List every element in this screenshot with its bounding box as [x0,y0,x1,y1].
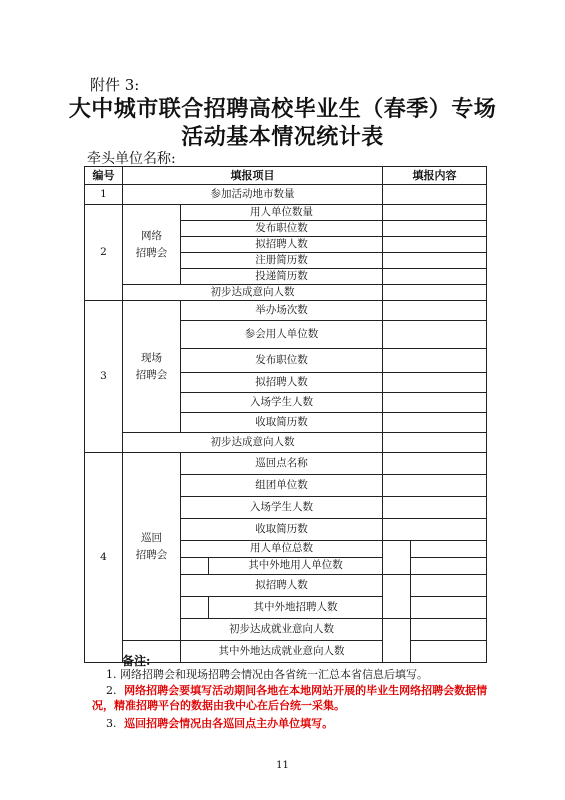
input-cell [411,641,487,663]
input-cell [383,321,487,349]
row-label: 发布职位数 [181,221,383,237]
row-label: 初步达成就业意向人数 [181,619,383,641]
note-3-number: 3. [106,717,117,730]
table-row [85,453,487,475]
statistics-table [84,166,487,663]
note-3-text: 巡回招聘会情况由各巡回点主办单位填写。 [124,717,334,730]
page-subtitle: 活动基本情况统计表 [181,124,384,150]
input-cell [411,575,487,597]
table-row [85,301,487,321]
row-label: 注册简历数 [181,253,383,269]
row-label: 入场学生人数 [181,393,383,413]
input-cell [383,253,487,269]
spacer-cell [181,597,209,619]
note-2 [92,683,502,713]
row-label: 组团单位数 [181,475,383,497]
input-cell [383,185,487,205]
row-label: 参加活动地市数量 [123,185,383,205]
row-label: 巡回点名称 [181,453,383,475]
row-label: 用人单位数量 [181,205,383,221]
group-name: 网络 招聘会 [123,205,181,285]
input-cell [383,301,487,321]
row-label: 其中外地招聘人数 [209,597,383,619]
row-label: 收取简历数 [181,519,383,541]
input-cell [383,541,411,575]
note-3 [106,716,506,731]
input-cell [411,619,487,641]
table-row [85,205,487,221]
row-label: 收取简历数 [181,413,383,433]
attachment-label: 附件 3: [90,76,140,94]
table-header-row [85,167,487,185]
input-cell [383,453,487,475]
input-cell [383,237,487,253]
row-label: 初步达成意向人数 [123,433,383,453]
lead-unit-label: 牵头单位名称: [87,151,176,167]
page-title: 大中城市联合招聘高校毕业生（春季）专场 [68,96,497,122]
row-label: 举办场次数 [181,301,383,321]
note-2-text: 网络招聘会要填写活动期间各地在本地网站开展的毕业生网络招聘会数据情况，精准招聘平台的数据由我中心在后台统一采集。 [92,684,488,712]
input-cell [383,519,487,541]
input-cell [383,285,487,301]
input-cell [383,205,487,221]
input-cell [383,497,487,519]
input-cell [383,373,487,393]
group-name: 现场 招聘会 [123,301,181,433]
input-cell [383,393,487,413]
table-row [85,185,487,205]
header-item: 填报项目 [123,167,383,185]
spacer-cell [181,558,209,575]
page-number: 11 [276,760,289,771]
input-cell [383,413,487,433]
row-label: 参会用人单位数 [181,321,383,349]
notes-title: 备注: [122,654,151,668]
input-cell [383,475,487,497]
table-row [85,285,487,301]
input-cell [383,575,411,619]
row-label: 初步达成意向人数 [123,285,383,301]
header-content: 填报内容 [383,167,487,185]
header-no: 编号 [85,167,123,185]
input-cell [383,619,411,663]
input-cell [411,541,487,558]
note-1: 1. 网络招聘会和现场招聘会情况由各省统一汇总本省信息后填写。 [106,668,428,681]
row-no: 3 [85,301,123,453]
input-cell [383,349,487,373]
row-no: 1 [85,185,123,205]
input-cell [411,558,487,575]
row-label: 拟招聘人数 [181,575,383,597]
table-row [85,433,487,453]
row-label: 入场学生人数 [181,497,383,519]
row-label: 拟招聘人数 [181,237,383,253]
group-name: 巡回 招聘会 [123,453,181,641]
note-2-number: 2. [106,684,117,697]
row-label: 用人单位总数 [181,541,383,558]
input-cell [383,221,487,237]
row-label: 拟招聘人数 [181,373,383,393]
input-cell [411,597,487,619]
row-label: 其中外地用人单位数 [209,558,383,575]
row-label: 发布职位数 [181,349,383,373]
row-no: 4 [85,453,123,663]
row-no: 2 [85,205,123,301]
row-label: 投递简历数 [181,269,383,285]
input-cell [383,433,487,453]
input-cell [383,269,487,285]
row-label: 其中外地达成就业意向人数 [181,641,383,663]
